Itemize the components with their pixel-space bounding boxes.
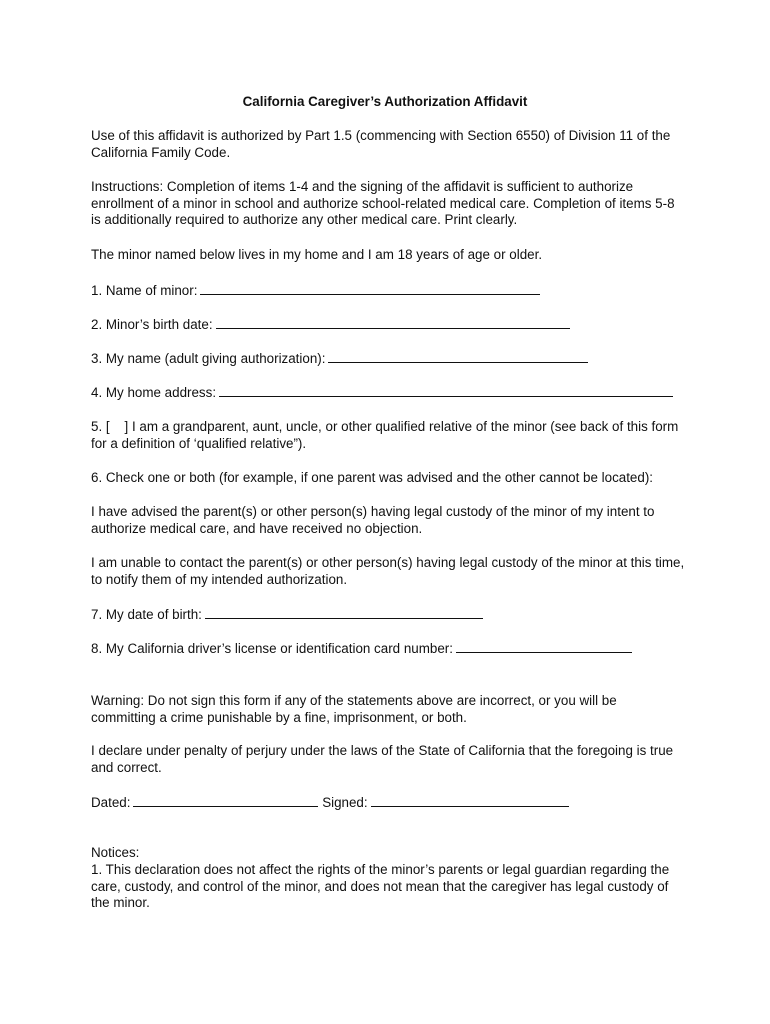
item-4-label: 4. My home address: <box>91 385 217 400</box>
document-title: California Caregiver’s Authorization Affidavit <box>242 94 528 109</box>
item-3-caregiver-name <box>91 350 588 368</box>
relative-checkbox[interactable]: 5. [ ] <box>91 419 129 434</box>
item-6-instruction: 6. Check one or both (for example, if one parent was advised and the other cannot be located): <box>91 470 654 485</box>
signed-label: Signed: <box>322 795 368 810</box>
item-4-home-address <box>91 384 673 402</box>
item-1-minor-name <box>91 282 540 300</box>
residency-statement: The minor named below lives in my home and I am 18 years of age or older. <box>91 247 543 262</box>
item-8-license-number <box>91 640 632 658</box>
minor-name-field[interactable] <box>200 282 540 295</box>
item-5-text: I am a grandparent, aunt, uncle, or other qualified relative of the minor (see back of this form for a definition of ‘qualified relative”). <box>91 419 683 451</box>
instructions-paragraph: Instructions: Completion of items 1-4 and the signing of the affidavit is sufficient to authorize enrollment of a minor in school and authorize school-related medical care. Completion of items 5-8 is additionally required to authorize any other medical care. Print clearly. <box>91 179 679 227</box>
notices-heading: Notices: <box>91 845 140 860</box>
signature-line <box>91 794 569 812</box>
item-3-label: 3. My name (adult giving authorization): <box>91 351 326 366</box>
item-5-relative <box>91 419 681 452</box>
signature-field[interactable] <box>371 794 569 807</box>
option-advised-parents[interactable]: I have advised the parent(s) or other person(s) having legal custody of the minor of my intent to authorize medical care, and have received no objection. <box>91 504 659 536</box>
notice-1: 1. This declaration does not affect the rights of the minor’s parents or legal guardian regarding the care, custody, and control of the minor, and does not mean that the caregiver has legal custody of the minor. <box>91 862 673 910</box>
item-8-label: 8. My California driver’s license or identification card number: <box>91 641 453 656</box>
declaration-paragraph: I declare under penalty of perjury under the laws of the State of California that the foregoing is true and correct. <box>91 743 677 775</box>
caregiver-birth-date-field[interactable] <box>205 606 483 619</box>
item-7-label: 7. My date of birth: <box>91 607 202 622</box>
minor-birth-date-field[interactable] <box>216 316 570 329</box>
intro-paragraph: Use of this affidavit is authorized by Part 1.5 (commencing with Section 6550) of Division 11 of the California Family Code. <box>91 128 675 160</box>
option-unable-to-contact[interactable]: I am unable to contact the parent(s) or other person(s) having legal custody of the minor at this time, to notify them of my intended authorization. <box>91 555 688 587</box>
dated-label: Dated: <box>91 795 131 810</box>
caregiver-name-field[interactable] <box>328 350 588 363</box>
item-2-label: 2. Minor’s birth date: <box>91 317 213 332</box>
license-number-field[interactable] <box>456 640 632 653</box>
warning-paragraph: Warning: Do not sign this form if any of the statements above are incorrect, or you will be committing a crime punishable by a fine, imprisonment, or both. <box>91 693 621 725</box>
home-address-field[interactable] <box>219 384 673 397</box>
item-7-date-of-birth <box>91 606 483 624</box>
item-2-birth-date <box>91 316 570 334</box>
dated-field[interactable] <box>133 794 318 807</box>
item-1-label: 1. Name of minor: <box>91 283 198 298</box>
